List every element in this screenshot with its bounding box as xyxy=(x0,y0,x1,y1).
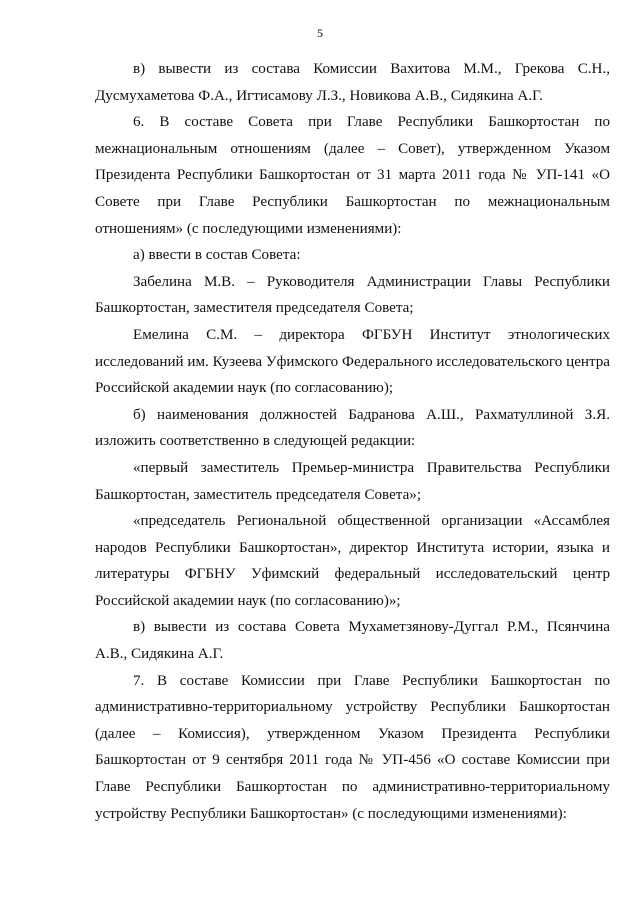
paragraph-first-deputy: «первый заместитель Премьер-министра Правительства Республики Башкортостан, заместитель председателя Совета»; xyxy=(95,459,610,503)
paragraph-remove-commission-members: в) вывести из состава Комиссии Вахитова М.М., Грекова С.Н., Дусмухаметова Ф.А., Игтисамову Л.З., Новикова А.В., Сидякина А.Г. xyxy=(95,61,610,104)
document-body xyxy=(95,56,610,827)
paragraph-position-titles: б) наименования должностей Бадранова А.Ш., Рахматуллиной З.Я. изложить соответственно в следующей редакции: xyxy=(95,406,610,450)
paragraph-assembly-chair: «председатель Региональной общественной организации «Ассамблея народов Республики Башкортостан», директор Института истории, языка и литературы ФГБНУ Уфимский федеральный исследовательский центр Российской академии наук (по согласованию)»; xyxy=(95,513,610,609)
paragraph-item-6: 6. В составе Совета при Главе Республики Башкортостан по межнациональным отношениям (далее – Совет), утвержденном Указом Президента Республики Башкортостан от 31 марта 2011 года № УП-141 «О Совете при Главе Республики Башкортостан по межнациональным отношениям» (с последующими изменениями): xyxy=(95,114,610,237)
paragraph-item-7: 7. В составе Комиссии при Главе Республики Башкортостан по административно-территориальному устройству Республики Башкортостан (далее – Комиссия), утвержденном Указом Президента Республики Башкортостан от 9 сентября 2011 года № УП-456 «О составе Комиссии при Главе Республики Башкортостан по административно-территориальному устройству Республики Башкортостан» (с последующими изменениями): xyxy=(95,672,610,822)
paragraph-emelin: Емелина С.М. – директора ФГБУН Институт этнологических исследований им. Кузеева Уфимского Федерального исследовательского центра Российской академии наук (по согласованию); xyxy=(95,326,610,397)
page-number: 5 xyxy=(317,26,323,40)
paragraph-remove-council-members: в) вывести из состава Совета Мухаметзянову-Дуггал Р.М., Псянчина А.В., Сидякина А.Г. xyxy=(95,619,610,663)
paragraph-zabelin: Забелина М.В. – Руководителя Администрации Главы Республики Башкортостан, заместителя председателя Совета; xyxy=(95,273,610,317)
paragraph-add-to-council: а) ввести в состав Совета: xyxy=(133,247,301,264)
